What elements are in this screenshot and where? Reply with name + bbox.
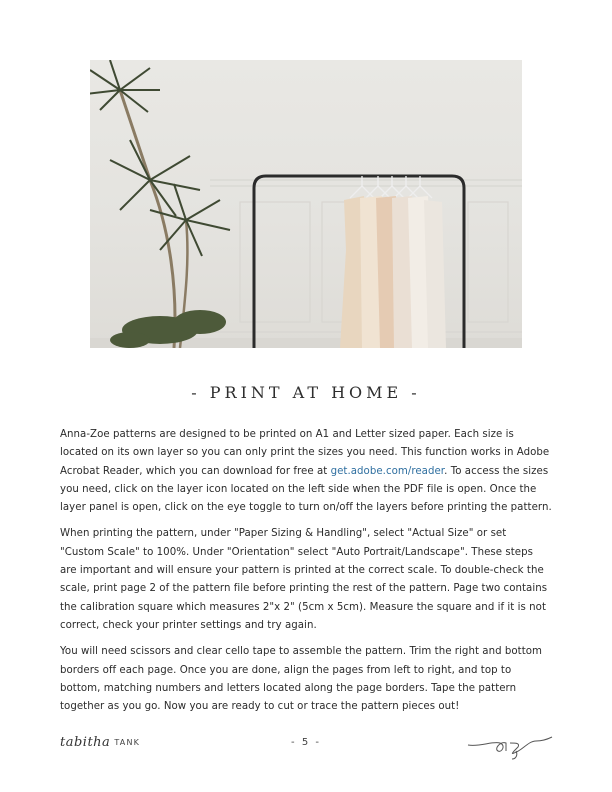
page-number: - 5 - — [291, 737, 321, 748]
instructions-body — [60, 426, 552, 724]
paragraph-assembly: You will need scissors and clear cello tape to assemble the pattern. Trim the right and bottom borders off each page. Once you are done, align the pages from left to right, and top to bottom, matching numbers and letters located along the page borders. Tape the pattern together as you go. Now you are ready to cut or trace the pattern pieces out! — [60, 646, 543, 713]
paragraph-1-text-b: . To access the sizes you need, click on the layer icon located on the left side when the PDF file is open. Once the layer panel is open, click on the eye toggle to turn on/off the layers before printing the pattern. — [60, 465, 552, 514]
paragraph-1-text-a: Anna-Zoe patterns are designed to be printed on A1 and Letter sized paper. Each size is located on its own layer so you can only print the sizes you need. This function works in Adobe Acrobat Reader, which you can download for free at — [60, 429, 550, 477]
paragraph-layers — [60, 426, 552, 517]
paragraph-printing: When printing the pattern, under "Paper Sizing & Handling", select "Actual Size" or set "Custom Scale" to 100%. Under "Orientation" select "Auto Portrait/Landscape". These steps are important and will ensure your pattern is printed at the correct scale. To double-check the scale, print page 2 of the pattern file before printing the rest of the pattern. Page two contains the calibration square which measures 2"x 2" (5cm x 5cm). Measure the square and if it is not correct, check your printer settings and try again. — [60, 528, 548, 631]
brand-word: TANK — [114, 737, 141, 747]
hero-photo-clothing-rack — [90, 60, 522, 348]
garments — [340, 196, 446, 348]
page-title: - PRINT AT HOME - — [191, 383, 421, 402]
clothing-rack-illustration — [90, 60, 522, 348]
hangers — [350, 176, 432, 198]
adobe-reader-link[interactable]: get.adobe.com/reader — [330, 465, 445, 477]
az-monogram-icon — [466, 729, 554, 761]
palm-plant — [90, 60, 230, 348]
brand-script-text: tabitha — [60, 734, 111, 750]
